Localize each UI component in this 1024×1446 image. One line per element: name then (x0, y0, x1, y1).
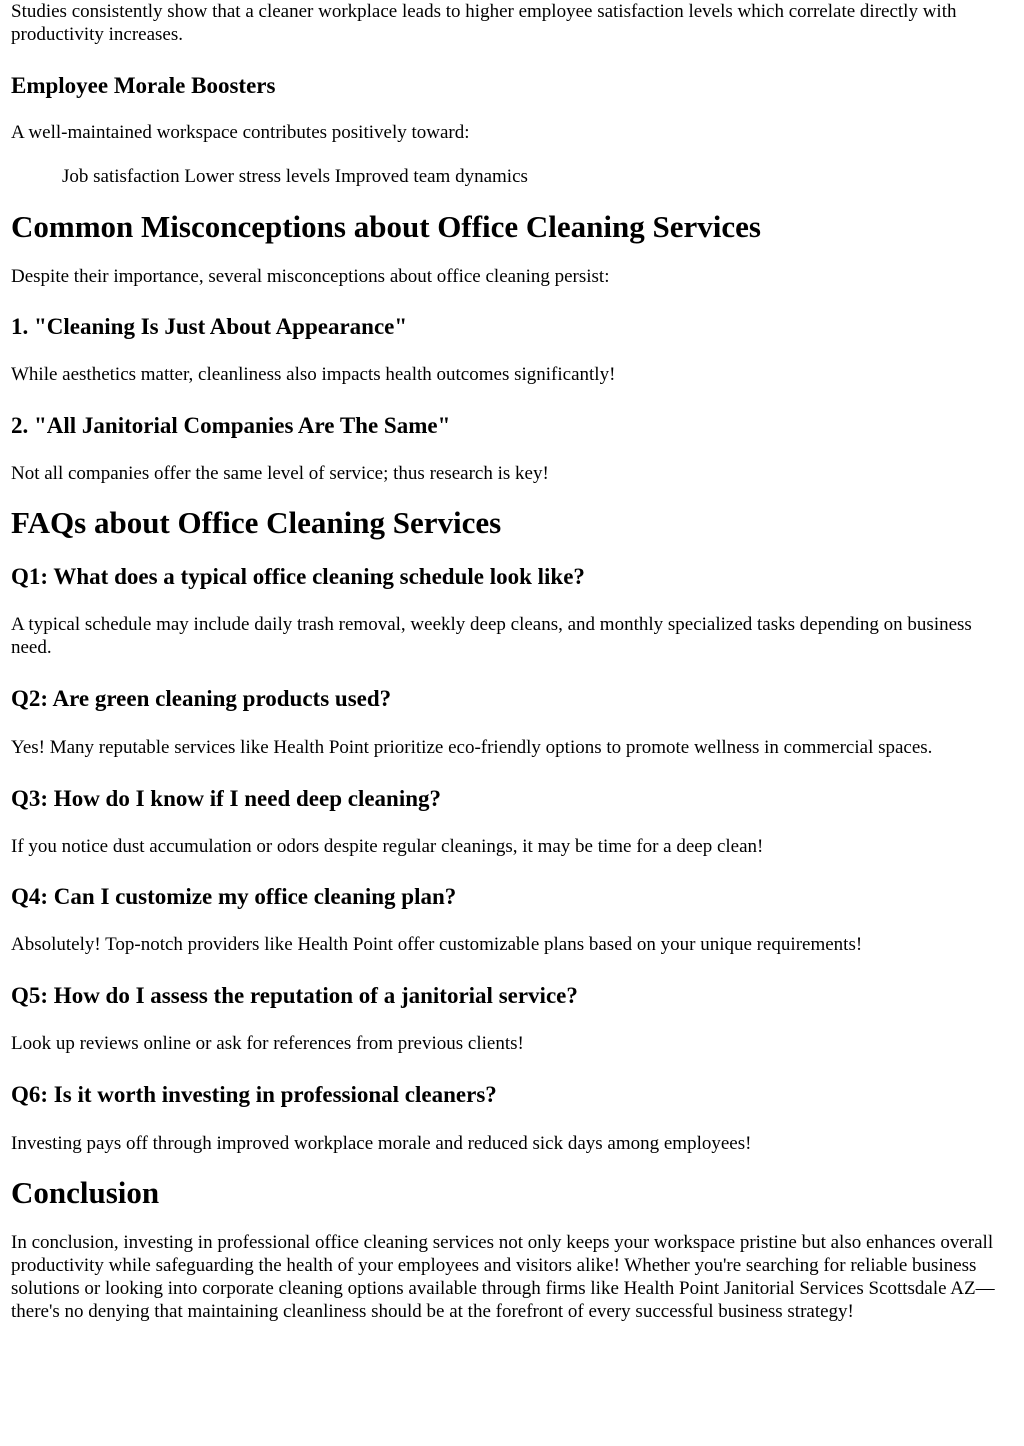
faq-1-question: Q1: What does a typical office cleaning schedule look like? (11, 564, 585, 589)
conclusion-text: In conclusion, investing in professional office cleaning services not only keeps your workspace pristine but also enhances overall productivity while safeguarding the health of your employees and visitors alike! Whether you're searching for reliable business solutions or looking into corporate cleaning options available through firms like Health Point Janitorial Services Scottsdale AZ—there's no denying that maintaining cleanliness should be at the forefront of every successful business strategy! (11, 1232, 995, 1322)
faq-3-question: Q3: How do I know if I need deep cleaning? (11, 786, 442, 811)
faq-2-question: Q2: Are green cleaning products used? (11, 686, 392, 711)
misconception-2-heading: 2. "All Janitorial Companies Are The Same" (11, 413, 451, 438)
morale-list: Job satisfaction Lower stress levels Improved team dynamics (62, 166, 528, 187)
faq-5-question: Q5: How do I assess the reputation of a janitorial service? (11, 983, 578, 1008)
faq-4-question: Q4: Can I customize my office cleaning plan? (11, 884, 457, 909)
faqs-heading: FAQs about Office Cleaning Services (11, 505, 502, 540)
misconceptions-lead: Despite their importance, several misconceptions about office cleaning persist: (11, 266, 610, 287)
faq-5-answer: Look up reviews online or ask for references from previous clients! (11, 1033, 524, 1054)
morale-lead: A well-maintained workspace contributes positively toward: (11, 122, 470, 143)
misconception-1-heading: 1. "Cleaning Is Just About Appearance" (11, 314, 408, 339)
faq-6-question: Q6: Is it worth investing in professional cleaners? (11, 1082, 497, 1107)
faq-6-answer: Investing pays off through improved workplace morale and reduced sick days among employees! (11, 1133, 752, 1154)
conclusion-heading: Conclusion (11, 1175, 160, 1210)
faq-3-answer: If you notice dust accumulation or odors despite regular cleanings, it may be time for a deep clean! (11, 836, 764, 857)
morale-heading: Employee Morale Boosters (11, 73, 276, 98)
misconception-1-text: While aesthetics matter, cleanliness also impacts health outcomes significantly! (11, 364, 616, 385)
faq-1-answer: A typical schedule may include daily trash removal, weekly deep cleans, and monthly specialized tasks depending on business need. (11, 614, 972, 658)
intro-paragraph: Studies consistently show that a cleaner workplace leads to higher employee satisfaction levels which correlate directly with productivity increases. (11, 1, 957, 45)
misconceptions-heading: Common Misconceptions about Office Cleaning Services (11, 209, 761, 244)
misconception-2-text: Not all companies offer the same level of service; thus research is key! (11, 463, 549, 484)
faq-4-answer: Absolutely! Top-notch providers like Health Point offer customizable plans based on your unique requirements! (11, 934, 863, 955)
faq-2-answer: Yes! Many reputable services like Health Point prioritize eco-friendly options to promote wellness in commercial spaces. (11, 737, 933, 758)
